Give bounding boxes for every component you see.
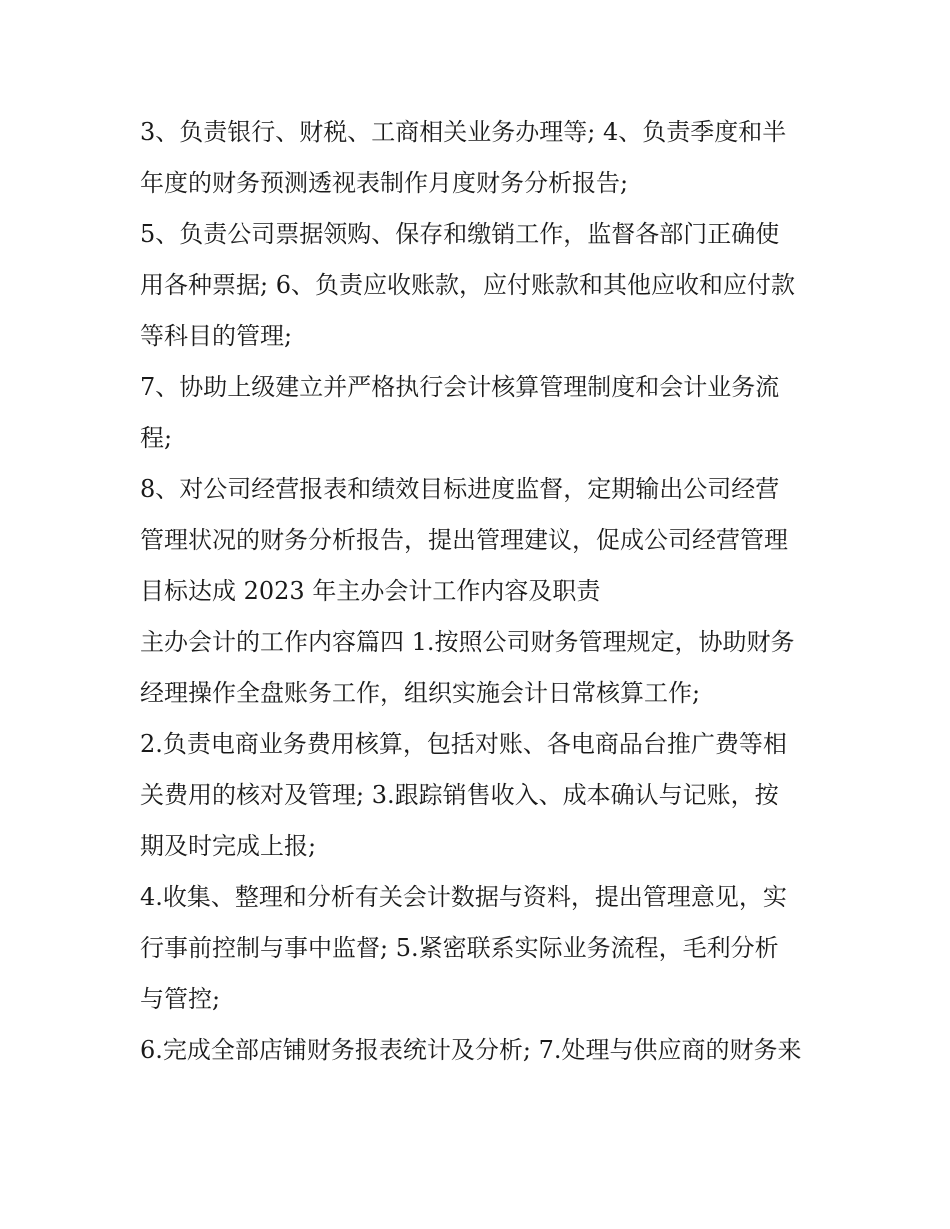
text-line: 8、对公司经营报表和绩效目标进度监督，定期输出公司经营 — [140, 475, 780, 503]
text-line: 等科目的管理; — [140, 322, 293, 350]
text-line: 4.收集、整理和分析有关会计数据与资料，提出管理意见，实 — [140, 883, 787, 911]
text-line: 关费用的核对及管理; 3.跟踪销售收入、成本确认与记账，按 — [140, 781, 779, 809]
text-line: 年度的财务预测透视表制作月度财务分析报告; — [140, 169, 629, 197]
text-line: 期及时完成上报; — [140, 832, 317, 860]
document-body — [140, 107, 820, 1076]
text-line: 7、协助上级建立并严格执行会计核算管理制度和会计业务流 — [140, 373, 780, 401]
text-line: 5、负责公司票据领购、保存和缴销工作，监督各部门正确使 — [140, 220, 780, 248]
text-line: 3、负责银行、财税、工商相关业务办理等; 4、负责季度和半 — [140, 118, 787, 146]
text-line: 2.负责电商业务费用核算，包括对账、各电商品台推广费等相 — [140, 730, 787, 758]
text-line: 与管控; — [140, 985, 221, 1013]
text-line: 行事前控制与事中监督; 5.紧密联系实际业务流程，毛利分析 — [140, 934, 779, 962]
text-line: 管理状况的财务分析报告，提出管理建议，促成公司经营管理 — [140, 526, 788, 554]
text-line: 经理操作全盘账务工作，组织实施会计日常核算工作; — [140, 679, 701, 707]
text-line: 目标达成 2023 年主办会计工作内容及职责 — [140, 577, 601, 605]
text-line: 主办会计的工作内容篇四 1.按照公司财务管理规定，协助财务 — [140, 628, 795, 656]
text-line: 6.完成全部店铺财务报表统计及分析; 7.处理与供应商的财务来 — [140, 1036, 802, 1064]
text-line: 用各种票据; 6、负责应收账款，应付账款和其他应收和应付款 — [140, 271, 795, 299]
text-line: 程; — [140, 424, 173, 452]
